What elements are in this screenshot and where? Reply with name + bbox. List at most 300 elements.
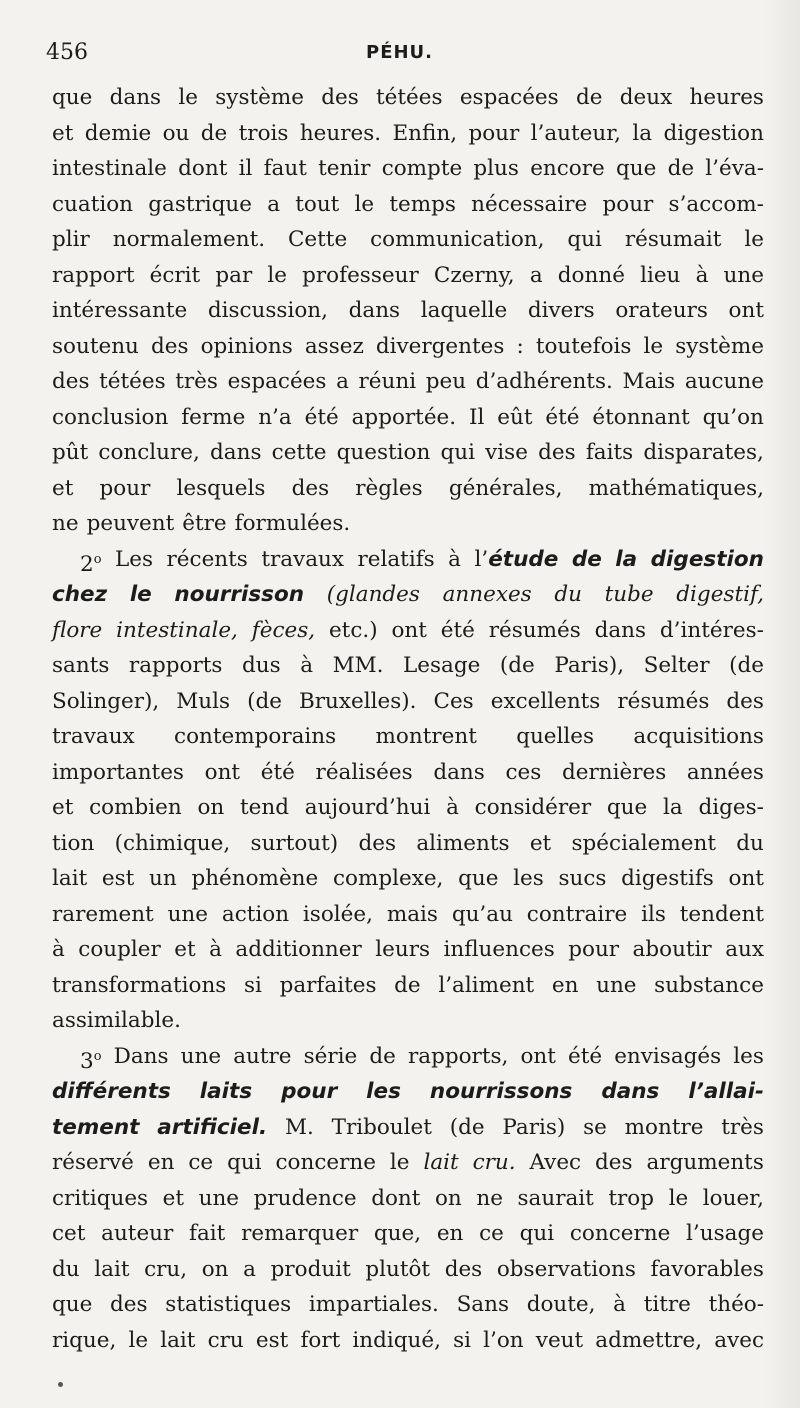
word: l’on xyxy=(483,1327,524,1353)
word: isolée, xyxy=(302,901,373,927)
word: rapport xyxy=(52,262,135,288)
word: à xyxy=(695,262,709,288)
word: réalisées xyxy=(315,759,413,785)
text-line xyxy=(52,116,764,152)
text-line xyxy=(52,258,764,294)
word: Muls xyxy=(176,688,231,714)
word: disparates, xyxy=(643,440,764,465)
word: spécialement xyxy=(571,830,716,856)
text-line xyxy=(52,1074,764,1110)
word: lait xyxy=(94,1256,130,1282)
word: pût xyxy=(52,440,89,465)
word: récents xyxy=(166,546,248,572)
word: été xyxy=(568,1043,603,1069)
word: aboutir xyxy=(632,937,712,962)
word: Bruxelles). xyxy=(298,688,417,714)
word: digestif, xyxy=(676,582,764,607)
word: a xyxy=(529,262,543,288)
word: 3$^o$ xyxy=(80,1048,102,1074)
word: discussion, xyxy=(207,298,328,323)
word: aliments xyxy=(416,830,510,856)
word: (de xyxy=(729,653,764,678)
word: en xyxy=(551,972,579,998)
word: du xyxy=(52,1256,80,1282)
word: Paris) xyxy=(502,1114,566,1140)
word: rapports, xyxy=(407,1043,509,1069)
word: pour xyxy=(568,937,620,962)
word: qui xyxy=(567,227,602,252)
word: cru xyxy=(207,1327,244,1353)
word: années xyxy=(686,759,764,785)
word: réuni xyxy=(358,369,417,394)
word: diges- xyxy=(698,795,764,820)
word: (chimique, xyxy=(114,830,231,856)
word: excellents xyxy=(490,688,601,714)
text-line xyxy=(52,1287,764,1323)
body-text xyxy=(52,80,764,1358)
word: aujourd’hui xyxy=(304,795,431,820)
word: leurs xyxy=(375,937,431,962)
word: veut xyxy=(535,1327,584,1353)
word: Lesage xyxy=(403,653,481,678)
word: Dans xyxy=(113,1043,169,1069)
word: ils xyxy=(641,901,666,927)
word: Triboulet xyxy=(331,1114,432,1140)
word: Mais xyxy=(622,369,676,394)
word: complexe, xyxy=(332,866,444,891)
word: titre xyxy=(643,1292,691,1317)
text-line xyxy=(52,293,764,329)
word: laquelle xyxy=(420,298,508,323)
word: et xyxy=(529,830,552,856)
word: nécessaire xyxy=(471,191,588,217)
text-line xyxy=(52,755,764,791)
word: on xyxy=(201,1256,229,1282)
word: M. xyxy=(284,1114,314,1140)
word: peuvent xyxy=(86,511,175,536)
word: et xyxy=(52,475,74,501)
word: envisagés xyxy=(614,1043,722,1069)
text-line xyxy=(52,471,764,507)
word: l’allai- xyxy=(688,1079,764,1104)
word: concerne xyxy=(275,1150,376,1175)
text-line xyxy=(52,1039,764,1075)
text-line xyxy=(52,1252,764,1288)
word: faut xyxy=(263,156,307,181)
word: a xyxy=(243,1256,256,1282)
word: statistiques xyxy=(165,1292,292,1317)
word: on xyxy=(434,1185,462,1211)
word: que xyxy=(52,1292,93,1317)
word: la xyxy=(632,120,653,146)
word: plir xyxy=(52,227,90,252)
text-line xyxy=(52,861,764,897)
word: (de xyxy=(247,688,282,714)
word: le xyxy=(744,227,764,252)
word: des xyxy=(538,440,576,465)
word: dans xyxy=(348,298,401,323)
word: assimilable. xyxy=(52,1008,181,1033)
word: deux xyxy=(619,85,673,110)
word: indiqué, xyxy=(352,1327,441,1353)
word: de xyxy=(667,156,695,181)
word: n’a xyxy=(258,404,292,430)
word: rapports xyxy=(128,653,223,678)
word: laits xyxy=(199,1079,253,1104)
word: cet xyxy=(52,1221,86,1246)
word: étonnant xyxy=(592,404,690,430)
word: (glandes xyxy=(326,582,420,607)
word: règles xyxy=(355,475,423,501)
word: résumait xyxy=(624,227,722,252)
word: travaux xyxy=(52,724,135,749)
text-line xyxy=(52,684,764,720)
word: combien xyxy=(89,795,182,820)
word: pour xyxy=(281,1079,338,1104)
word: cru, xyxy=(144,1256,188,1282)
word: des xyxy=(110,1292,148,1317)
word: a xyxy=(336,369,349,394)
word: du xyxy=(736,830,764,856)
word: être xyxy=(182,511,227,536)
word: assez xyxy=(304,333,364,359)
word: additionner xyxy=(235,937,362,962)
word: des xyxy=(291,475,330,501)
word: donné xyxy=(557,262,625,288)
word: apportée. xyxy=(351,404,457,430)
text-line xyxy=(52,364,764,400)
word: et xyxy=(174,937,196,962)
word: de xyxy=(575,85,603,110)
word: une xyxy=(723,262,764,288)
word: théo- xyxy=(708,1292,764,1317)
word: temps xyxy=(389,191,456,217)
word: ont xyxy=(728,298,764,323)
word: se xyxy=(583,1114,607,1140)
word: transformations xyxy=(52,972,227,998)
word: Sans xyxy=(456,1292,509,1317)
word: été xyxy=(304,404,339,430)
word: et xyxy=(162,1185,185,1211)
word: l’étude xyxy=(474,546,559,572)
word: tube xyxy=(604,582,654,607)
word: doute, xyxy=(526,1292,596,1317)
word: dont xyxy=(371,1185,421,1211)
word: mathématiques, xyxy=(588,475,764,501)
running-title: PÉHU. xyxy=(366,42,434,63)
text-line xyxy=(52,613,764,649)
word: à xyxy=(52,937,65,962)
word: nourrisson xyxy=(174,582,305,607)
text-line xyxy=(52,932,764,968)
word: dus xyxy=(242,653,281,678)
word: formulées. xyxy=(234,511,351,536)
word: résumés xyxy=(488,617,581,643)
text-line xyxy=(52,1216,764,1252)
text-line xyxy=(52,577,764,613)
word: toutefois xyxy=(535,333,632,359)
word: contemporains xyxy=(174,724,337,749)
word: aucune xyxy=(684,369,764,394)
word: Selter xyxy=(643,653,710,678)
word: espacées xyxy=(227,369,327,394)
word: etc.) xyxy=(328,617,378,643)
word: qui xyxy=(227,1150,262,1175)
word: la xyxy=(615,546,638,572)
word: aux xyxy=(725,937,764,962)
word: eût xyxy=(497,404,533,430)
word: dans xyxy=(594,617,647,643)
word: MM. xyxy=(332,653,384,678)
word: espacées xyxy=(459,85,559,110)
word: tout xyxy=(295,191,340,217)
text-line xyxy=(52,719,764,755)
text-line xyxy=(52,968,764,1004)
word: s’accom- xyxy=(668,191,764,217)
word: tion xyxy=(52,830,95,856)
word: demie xyxy=(84,120,152,146)
word: sants xyxy=(52,653,110,678)
text-line xyxy=(52,80,764,116)
word: que xyxy=(52,85,93,110)
text-line xyxy=(52,1323,764,1359)
text-line xyxy=(52,1145,764,1181)
word: cuation xyxy=(52,191,134,217)
word: à xyxy=(446,795,459,820)
word: artificiel. xyxy=(157,1114,268,1140)
word: des xyxy=(52,369,90,394)
word: a xyxy=(267,191,281,217)
word: conclusion xyxy=(52,404,169,430)
word: l’usage xyxy=(686,1221,764,1246)
word: prudence xyxy=(253,1185,357,1211)
word: tétées xyxy=(376,85,443,110)
word: ce xyxy=(188,1150,214,1175)
word: mais xyxy=(386,901,438,927)
word: lait xyxy=(423,1150,459,1175)
word: à xyxy=(209,937,222,962)
text-line xyxy=(52,222,764,258)
text-line xyxy=(52,400,764,436)
word: de xyxy=(200,120,228,146)
word: les xyxy=(733,1043,764,1069)
word: une xyxy=(180,1043,222,1069)
word: quelles xyxy=(516,724,595,749)
word: considérer xyxy=(474,795,592,820)
word: dans xyxy=(433,759,485,785)
word: plutôt xyxy=(365,1256,431,1282)
word: trop xyxy=(608,1185,655,1211)
word: Avec xyxy=(529,1150,582,1175)
word: une xyxy=(198,1185,240,1211)
word: ne xyxy=(52,511,79,536)
word: arguments xyxy=(646,1150,764,1175)
word: pour xyxy=(602,191,654,217)
word: gastrique xyxy=(148,191,252,217)
word: remarquer xyxy=(241,1221,359,1246)
text-line xyxy=(52,542,764,578)
word: Les xyxy=(115,546,154,572)
word: annexes xyxy=(442,582,532,607)
word: contraire xyxy=(526,901,628,927)
word: intestinale xyxy=(52,156,167,181)
word: il xyxy=(238,156,253,181)
word: compte xyxy=(381,156,463,181)
word: faits xyxy=(585,440,634,465)
word: générales, xyxy=(448,475,563,501)
print-speck xyxy=(58,1382,63,1387)
word: divers xyxy=(527,298,595,323)
word: des xyxy=(444,1256,483,1282)
word: lait xyxy=(160,1327,196,1353)
word: favorables xyxy=(650,1256,764,1282)
word: heures xyxy=(689,85,764,110)
word: digestion xyxy=(650,546,764,572)
word: : xyxy=(516,333,524,359)
word: auteur xyxy=(101,1221,174,1246)
text-line xyxy=(52,790,764,826)
word: opinions xyxy=(200,333,293,359)
word: normalement. xyxy=(112,227,266,252)
word: observations xyxy=(496,1256,636,1282)
word: très xyxy=(721,1114,764,1140)
word: orateurs xyxy=(615,298,708,323)
word: Czerny, xyxy=(433,262,515,288)
word: le xyxy=(129,582,152,607)
word: réservé xyxy=(52,1150,134,1175)
word: série xyxy=(303,1043,358,1069)
word: très xyxy=(175,369,218,394)
word: chez xyxy=(52,582,108,607)
text-line xyxy=(52,435,764,471)
word: saurait xyxy=(517,1185,594,1211)
word: et xyxy=(52,795,74,820)
word: que xyxy=(606,795,648,820)
word: système xyxy=(675,333,764,359)
word: que, xyxy=(373,1221,422,1246)
word: lait xyxy=(52,866,88,891)
word: résumés xyxy=(617,688,710,714)
word: fait xyxy=(189,1221,226,1246)
word: tement xyxy=(52,1114,140,1140)
word: Il xyxy=(469,404,485,430)
word: travaux xyxy=(261,546,344,572)
word: ou xyxy=(162,120,190,146)
word: soutenu xyxy=(52,333,139,359)
word: on xyxy=(197,795,225,820)
word: l’aliment xyxy=(438,972,535,998)
word: écrit xyxy=(149,262,201,288)
word: une xyxy=(596,972,637,998)
word: qu’au xyxy=(451,901,513,927)
word: en xyxy=(436,1221,464,1246)
word: système xyxy=(215,85,304,110)
word: de xyxy=(571,546,602,572)
word: autre xyxy=(233,1043,292,1069)
word: 2$^o$ xyxy=(80,551,102,577)
word: coupler xyxy=(78,937,161,962)
word: par xyxy=(215,262,253,288)
word: dernières xyxy=(561,759,667,785)
word: action xyxy=(221,901,290,927)
word: rique, xyxy=(52,1327,117,1353)
word: surtout) xyxy=(250,830,339,856)
text-line xyxy=(52,897,764,933)
running-head xyxy=(46,40,760,72)
word: différents xyxy=(52,1079,171,1104)
word: importantes xyxy=(52,759,184,785)
word: dans xyxy=(601,1079,660,1104)
word: qui xyxy=(440,440,475,465)
word: Enfin, xyxy=(392,120,458,146)
word: concerne xyxy=(569,1221,671,1246)
word: ferme xyxy=(181,404,246,430)
text-line xyxy=(52,329,764,365)
word: été xyxy=(440,617,475,643)
word: rarement xyxy=(52,901,154,927)
word: professeur xyxy=(302,262,419,288)
word: conclure, xyxy=(98,440,200,465)
word: des xyxy=(321,85,359,110)
page-edge-shadow xyxy=(764,0,800,1408)
word: dans xyxy=(109,85,162,110)
word: ce xyxy=(479,1221,504,1246)
word: admettre, xyxy=(595,1327,703,1353)
text-line xyxy=(52,506,764,542)
word: que xyxy=(615,156,657,181)
word: est xyxy=(101,866,135,891)
word: lieu xyxy=(640,262,681,288)
word: influences xyxy=(443,937,555,962)
word: à xyxy=(300,653,314,678)
word: digestion xyxy=(663,120,764,146)
word: phénomène xyxy=(191,866,319,891)
word: peu xyxy=(425,369,467,394)
word: (de xyxy=(449,1114,485,1140)
text-line xyxy=(52,826,764,862)
text-line xyxy=(52,1003,764,1039)
word: les xyxy=(366,1079,401,1104)
word: si xyxy=(453,1327,471,1353)
word: de xyxy=(369,1043,396,1069)
text-line xyxy=(52,151,764,187)
word: heures. xyxy=(299,120,382,146)
word: le xyxy=(178,85,198,110)
word: (de xyxy=(499,653,535,678)
word: relatifs xyxy=(357,546,435,572)
word: pour xyxy=(468,120,520,146)
word: à xyxy=(448,546,461,572)
word: le xyxy=(354,191,375,217)
word: cette xyxy=(271,440,327,465)
word: dont xyxy=(178,156,228,181)
word: divergentes xyxy=(375,333,505,359)
text-line xyxy=(52,648,764,684)
word: plus xyxy=(473,156,519,181)
word: tenir xyxy=(318,156,371,181)
word: tend xyxy=(240,795,289,820)
word: pour xyxy=(99,475,151,501)
word: fort xyxy=(300,1327,341,1353)
word: montrent xyxy=(375,724,477,749)
word: encore xyxy=(530,156,605,181)
word: des xyxy=(595,1150,633,1175)
word: trois xyxy=(238,120,289,146)
word: ont xyxy=(728,866,764,891)
word: le xyxy=(668,1185,689,1211)
word: été xyxy=(260,759,295,785)
word: tétées xyxy=(99,369,166,394)
